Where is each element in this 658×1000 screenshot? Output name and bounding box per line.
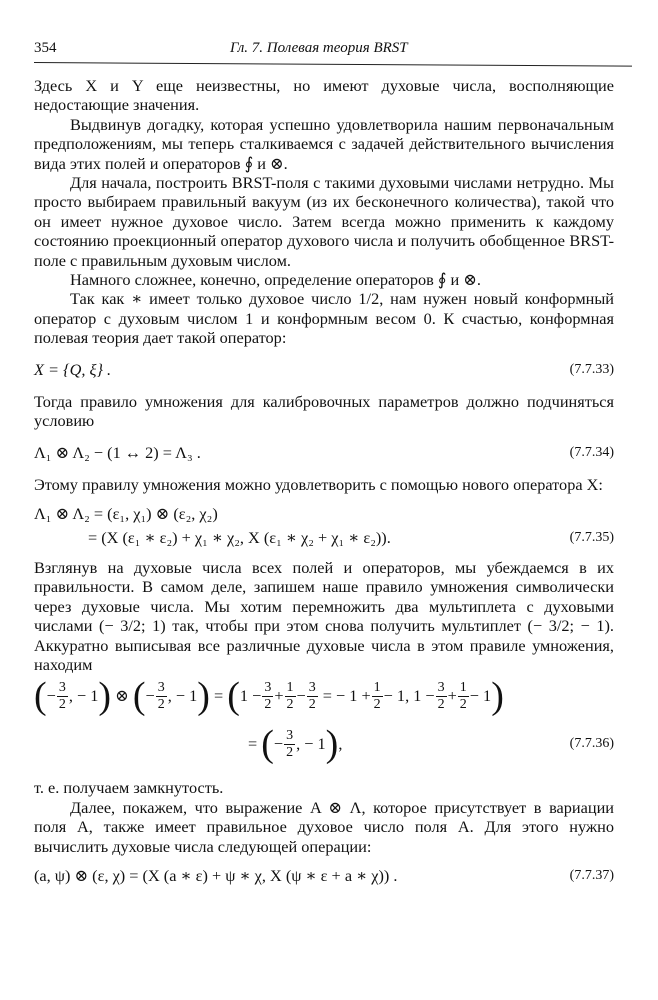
paragraph-1: Здесь X и Y еще неизвестны, но имеют духовые числа, восполняющие недостающие значения. (34, 76, 614, 115)
paragraph-5: Так как ∗ имеет только духовое число 1/2, нам нужен новый конформный оператор с духовым числом 1 и конформным весом 0. К счастью, конформная полевая теория дает такой оператор: (34, 289, 614, 348)
paragraph-6: Тогда правило умножения для калибровочных параметров должно подчиняться условию (34, 391, 614, 431)
running-head: Гл. 7. Полевая теория BRST (230, 40, 408, 56)
equation-expression: = (X (ε₁ ∗ ε₂) + χ₁ ∗ χ₂, X (ε₁ ∗ χ₂ + χ₁ ∗ ε₂)). (88, 527, 391, 547)
page-number: 354 (34, 40, 57, 56)
equation-7-7-36-line-1 (34, 674, 614, 722)
paragraph-3: Для начала, построить BRST-поля с такими духовыми числами нетрудно. Мы просто выбираем правильный вакуум (из их бесконечного количества), такой что он имеет нужное духовое число. Затем всегда можно применить к каждому состоянию проекционный оператор духового числа и получить обобщенное BRST-поле с правильным духовым числом. (34, 173, 614, 270)
paragraph-10: Далее, покажем, что выражение A ⊗ Λ, которое присутствует в вариации поля A, также имеет правильное духовое число поля A. Для этого нужно вычислить духовые числа следующей операции: (34, 797, 614, 856)
equation-7-7-35-line-2 (34, 526, 614, 550)
equation-expression: (− $\frac{3}{2}$ , − 1) ⊗ (− $\frac{3}{2}$ , − 1) = (1 − $\frac{3}{2}$ + $\frac{1}{2}$ − $\frac{3}{2}$ = − 1 + $\frac{1}{2}$ − 1, 1 − $\frac{3}{2}$ + $\frac{1}{2}$ − 1) (34, 675, 504, 718)
equation-expression: Λ₁ ⊗ Λ₂ − (1 ↔ 2) = Λ₃ . (34, 442, 201, 462)
equation-number: (7.7.37) (569, 867, 614, 883)
equation-7-7-34 (34, 441, 614, 465)
equation-number: (7.7.36) (569, 736, 614, 752)
paragraph-8: Взглянув на духовые числа всех полей и операторов, мы убеждаемся в их правильности. В самом деле, запишем наше правило умножения символически через духовые числа. Мы хотим перемножить два мультиплета с духовыми числами (− 3/2; 1) так, чтобы при этом снова получить мультиплет (− 3/2; − 1). Аккуратно выписывая все различные духовые числа в этом правиле умножения, находим (34, 557, 614, 674)
equation-7-7-33 (34, 358, 614, 382)
paragraph-9: т. е. получаем замкнутость. (34, 778, 224, 798)
paragraph-4: Намного сложнее, конечно, определение операторов ∮ и ⊗. (70, 270, 481, 290)
paragraph-2: Выдвинув догадку, которая успешно удовлетворила нашим первоначальным предположениям, мы теперь сталкиваемся с задачей действительного вычисления вида этих полей и операторов ∮ и ⊗. (34, 114, 614, 173)
equation-7-7-36-line-2 (34, 722, 614, 770)
equation-number: (7.7.33) (569, 361, 614, 377)
page-body (34, 76, 614, 888)
equation-expression: (a, ψ) ⊗ (ε, χ) = (X (a ∗ ε) + ψ ∗ χ, X (ψ ∗ ε + a ∗ χ)) . (34, 865, 398, 885)
equation-7-7-35-line-1 (34, 502, 614, 526)
paragraph-7: Этому правилу умножения можно удовлетворить с помощью нового оператора X: (34, 474, 603, 494)
equation-number: (7.7.35) (569, 529, 614, 545)
equation-expression: Λ₁ ⊗ Λ₂ = (ε₁, χ₁) ⊗ (ε₂, χ₂) (34, 503, 218, 523)
equation-7-7-37 (34, 864, 614, 888)
equation-expression: X = {Q, ξ} . (34, 359, 112, 379)
equation-number: (7.7.34) (569, 444, 614, 460)
equation-expression: = (− $\frac{3}{2}$ , − 1), (248, 723, 343, 766)
page-header (34, 40, 614, 64)
